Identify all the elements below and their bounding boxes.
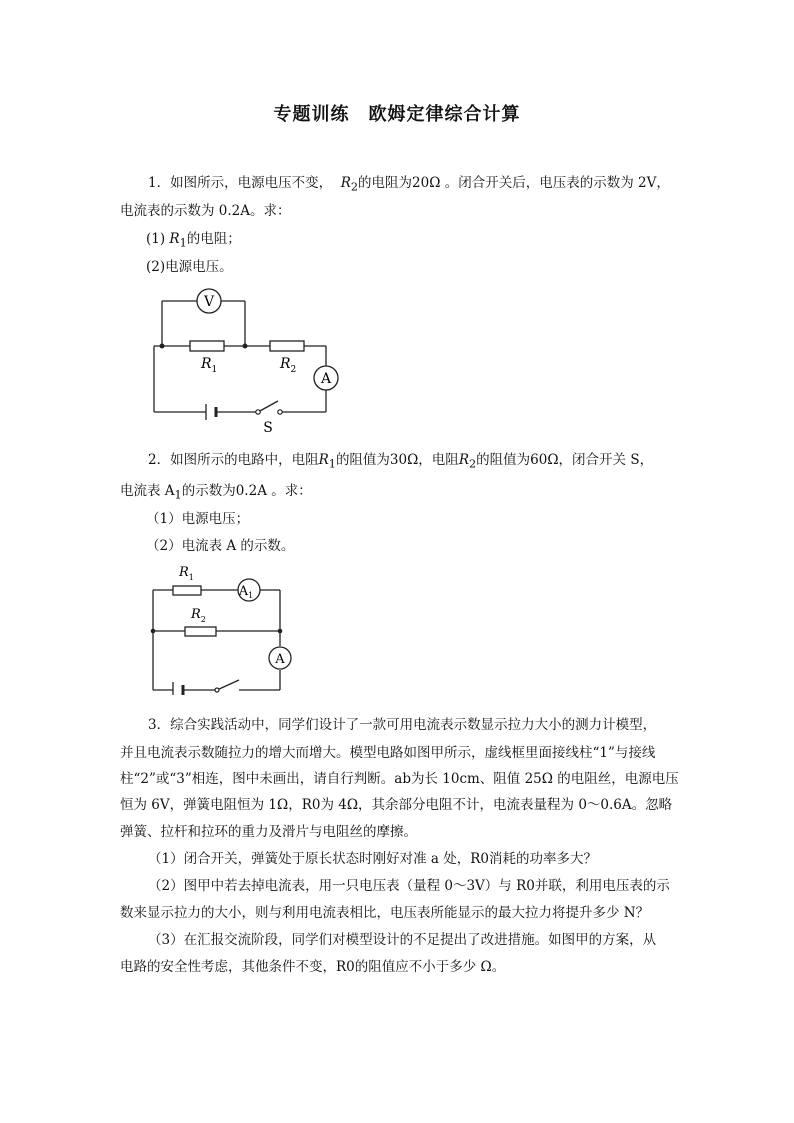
q2-circuit-diagram [145, 560, 295, 695]
q1-part1: (1) $R_1$的电阻； [146, 231, 241, 250]
q2-label-r1: $R_1$ [179, 565, 194, 582]
q2-ammeter-a [269, 647, 291, 669]
q3-line2: 并且电流表示数随拉力的增大而增大。模型电路如图甲所示，虚线框里面接线柱“1”与接线 [120, 745, 656, 761]
q3-line5: 弹簧、拉杆和拉环的重力及滑片与电阻丝的摩擦。 [120, 824, 417, 840]
q3-part3-line1: （3）在汇报交流阶段，同学们对模型设计的不足提出了改进措施。如图甲的方案，从 [148, 932, 657, 948]
page-title: 专题训练 欧姆定律综合计算 [273, 104, 521, 125]
q3-line4: 恒为 6V，弹簧电阻恒为 1Ω，R0为 4Ω，其余部分电阻不计，电流表量程为 0～0.6A。忽略 [120, 797, 673, 813]
q1-voltmeter [197, 289, 221, 313]
q1-resistor-r1 [190, 341, 224, 351]
q3-part1: （1）闭合开关，弹簧处于原长状态时刚好对准 a 处，R0消耗的功率多大？ [148, 851, 597, 867]
svg-text:V: V [203, 294, 215, 310]
q1-node-mid [243, 344, 248, 349]
q1-resistor-r2 [270, 341, 304, 351]
q2-part1: （1）电源电压； [146, 511, 250, 527]
q1-circuit-diagram [140, 286, 350, 436]
q2-node-left [151, 629, 156, 634]
q2-stem: 2．如图所示的电路中，电阻$R_1$的阻值为30Ω，电阻$R_2$的阻值为60Ω，闭合开关 S， [148, 452, 654, 471]
q1-stem-line2: 电流表的示数为 0.2A。求： [120, 203, 291, 219]
q1-label-r1: $R_1$ [201, 356, 218, 375]
q3-line3: 柱“2”或“3”相连，图中未画出，请自行判断。ab为长 10cm、阻值 25Ω 的电阻丝，电源电压 [120, 771, 679, 787]
q3-part2-line2: 数来显示拉力的大小，则与利用电流表相比，电压表所能显示的最大拉力将提升多少 N？ [120, 905, 650, 921]
svg-text:A1: $A_1$ [238, 584, 254, 600]
q1-label-r2: $R_2$ [280, 356, 297, 375]
q3-line1: 3．综合实践活动中，同学们设计了一款可用电流表示数显示拉力大小的测力计模型， [148, 717, 657, 733]
q2-resistor-r2 [185, 627, 216, 636]
q3-part2-line1: （2）图甲中若去掉电流表，用一只电压表（量程 0～3V）与 R0并联，利用电压表的示 [148, 878, 670, 894]
svg-text:S: S [263, 420, 273, 436]
q2-label-r2: $R_2$ [191, 607, 206, 624]
q1-battery [206, 404, 216, 420]
q2-node-right [278, 629, 283, 634]
q2-stem-line2: 电流表 $A_1$的示数为0.2A 。求： [120, 483, 312, 502]
q1-ammeter [314, 366, 338, 390]
q2-ammeter-a1 [238, 579, 260, 601]
q2-battery [173, 682, 183, 695]
q2-switch [215, 688, 219, 692]
svg-text:A: A [275, 652, 285, 667]
q3-part3-line2: 电路的安全性考虑，其他条件不变，R0的阻值应不小于多少 Ω。 [120, 959, 506, 975]
q1-switch [256, 410, 282, 436]
q2-resistor-r1 [173, 586, 201, 595]
q1-node-left [160, 344, 165, 349]
q2-part2: （2）电流表 A 的示数。 [146, 538, 295, 554]
q1-stem: 1．如图所示，电源电压不变， $R_2$的电阻为20Ω 。闭合开关后，电压表的示数为 2V， [148, 175, 670, 194]
svg-text:A: A [320, 371, 332, 387]
q1-part2: (2)电源电压。 [146, 259, 233, 275]
